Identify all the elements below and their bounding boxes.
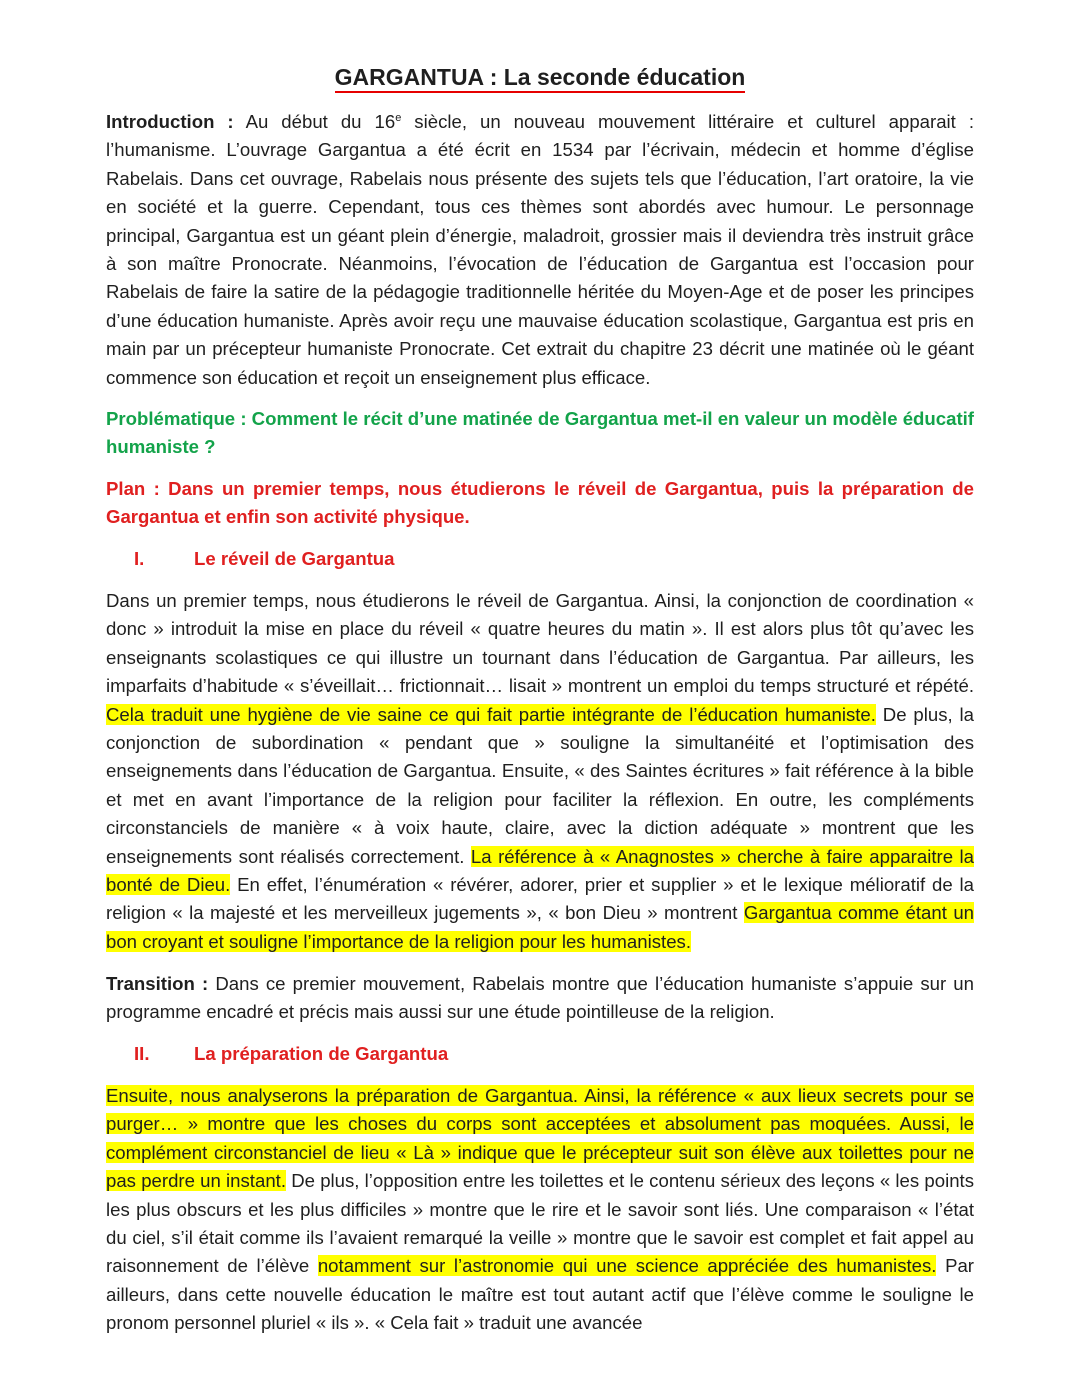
- s1-text-2: De plus, la conjonction de subordination « pendant que » souligne la simultanéité et l’optimisation des enseignements dans l’éducation de Gargantua. Ensuite, « des Saintes écritures » fait référence à la bible et met en avant l’importance de la religion pour faciliter la réflexion. En outre, les compléments circonstanciels de manière « à voix haute, claire, avec la diction adéquate » montrent que les enseignements sont réalisés correctement.: [106, 703, 974, 867]
- section-1-heading: [134, 545, 394, 573]
- page-title: [0, 60, 1080, 94]
- title-text: GARGANTUA : La seconde éducation: [335, 64, 746, 93]
- introduction-paragraph: [106, 108, 974, 392]
- section-2-heading: [134, 1040, 448, 1068]
- s1-highlight-3: Gargantua comme étant un bon croyant et souligne l’importance de la religion pour les humanistes.: [106, 902, 974, 952]
- transition-paragraph: [106, 970, 974, 1027]
- introduction-label: Introduction :: [106, 111, 234, 132]
- section-2-title: La préparation de Gargantua: [194, 1043, 449, 1064]
- century-superscript: e: [395, 111, 402, 124]
- section-1-title: Le réveil de Gargantua: [194, 548, 395, 569]
- transition-text: Dans ce premier mouvement, Rabelais montre que l’éducation humaniste s’appuie sur un programme encadré et précis mais aussi sur une étude pointilleuse de la religion.: [106, 973, 974, 1023]
- section-2-number: II.: [134, 1043, 150, 1064]
- intro-text-rest: siècle, un nouveau mouvement littéraire et culturel apparait : l’humanisme. L’ouvrage Gargantua a été écrit en 1534 par l’écrivain, médecin et homme d’église Rabelais. Dans cet ouvrage, Rabelais nous présente des sujets tels que l’éducation, l’art oratoire, la vie en société et la guerre. Cependant, tous ces thèmes sont abordés avec humour. Le personnage principal, Gargantua est un géant plein d’énergie, maladroit, grossier mais il deviendra très instruit grâce à son maître Pronocrate. Néanmoins, l’évocation de l’éducation de Gargantua est l’occasion pour Rabelais de faire la satire de la pédagogie traditionnelle héritée du Moyen-Age et de poser les principes d’une éducation humaniste. Après avoir reçu une mauvaise éducation scolastique, Gargantua est pris en main par un précepteur humaniste Pronocrate. Cet extrait du chapitre 23 décrit une matinée où le géant commence son éducation et reçoit un enseignement plus efficace.: [106, 111, 974, 388]
- s1-text-1: Dans un premier temps, nous étudierons le réveil de Gargantua. Ainsi, la conjonction de coordination « donc » introduit la mise en place du réveil « quatre heures du matin ». Il est alors plus tôt qu’avec les enseignants scolastiques ce qui illustre un tournant dans l’éducation de Gargantua. Par ailleurs, les imparfaits d’habitude « s’éveillait… frictionnait… lisait » montrent un emploi du temps structuré et répété.: [106, 590, 974, 697]
- s2-highlight-1: Ensuite, nous analyserons la préparation de Gargantua. Ainsi, la référence « aux lieux secrets pour se purger… » montre que les choses du corps sont acceptées et absolument pas moquées. Aussi, le complément circonstanciel de lieu « Là » indique que le précepteur suit son élève aux toilettes pour ne pas perdre un instant.: [106, 1085, 974, 1192]
- s1-text-3: En effet, l’énumération « révérer, adorer, prier et supplier » et le lexique mélioratif de la religion « la majesté et les merveilleux jugements », « bon Dieu » montrent: [106, 874, 974, 924]
- s2-text-1: De plus, l’opposition entre les toilettes et le contenu sérieux des leçons « les points les plus obscurs et les plus difficiles » montre que le rire et le savoir sont liés. Une comparaison « l’état du ciel, s’il était comme ils l’avaient remarqué la veille » montre que le savoir est complet et fait appel au raisonnement de l’élève: [106, 1170, 974, 1277]
- s1-highlight-1: Cela traduit une hygiène de vie saine ce qui fait partie intégrante de l’éducation humaniste.: [106, 703, 876, 725]
- s1-highlight-2: La référence à « Anagnostes » cherche à faire apparaitre la bonté de Dieu.: [106, 845, 974, 896]
- section-2-paragraph: [106, 1082, 974, 1338]
- section-1-paragraph: [106, 587, 974, 956]
- s2-text-2: Par ailleurs, dans cette nouvelle éducation le maître est tout autant actif que l’élève comme le souligne le pronom personnel pluriel « ils ». « Cela fait » traduit une avancée: [106, 1255, 974, 1334]
- s2-highlight-2: notamment sur l’astronomie qui une science appréciée des humanistes.: [317, 1255, 937, 1277]
- transition-label: Transition :: [106, 973, 209, 994]
- intro-text-start: Au début du 16: [233, 111, 396, 132]
- plan-paragraph: Plan : Dans un premier temps, nous étudierons le réveil de Gargantua, puis la préparation de Gargantua et enfin son activité physique.: [106, 478, 974, 528]
- section-1-number: I.: [134, 548, 145, 569]
- problematique-paragraph: Problématique : Comment le récit d’une matinée de Gargantua met-il en valeur un modèle éducatif humaniste ?: [106, 408, 974, 458]
